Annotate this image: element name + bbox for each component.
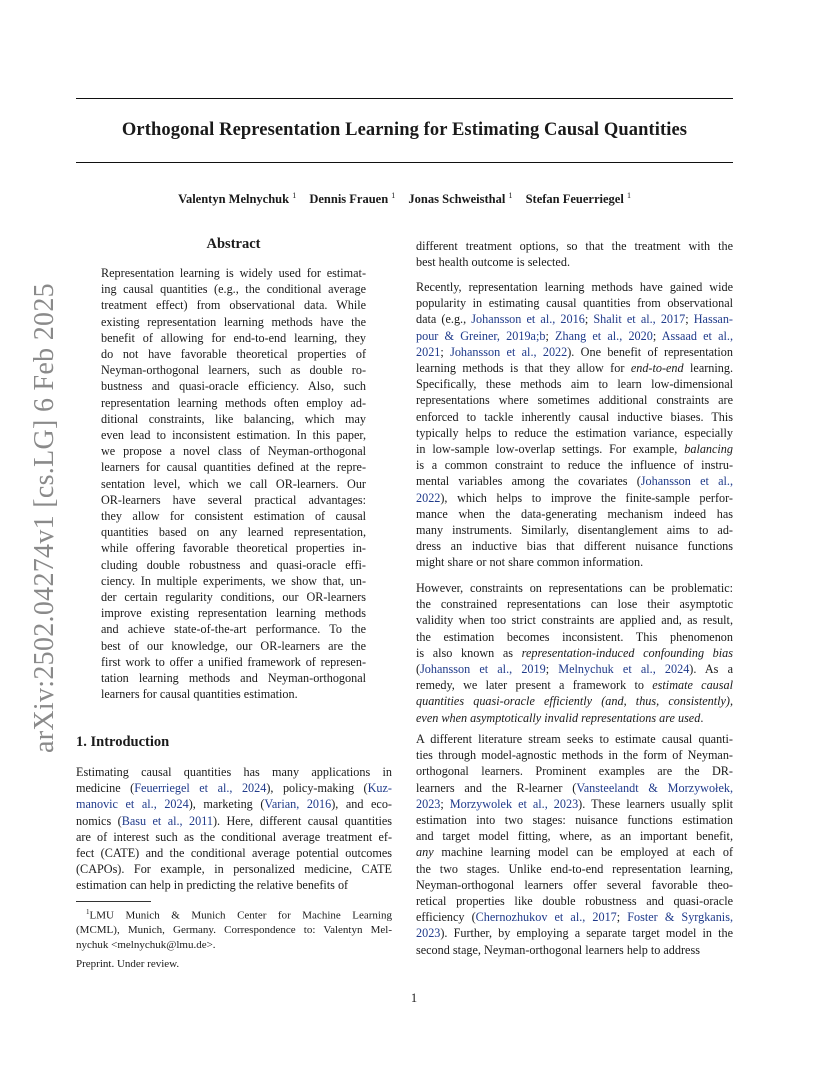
emphasis-text: estimate causal <box>652 678 733 693</box>
citation-link[interactable]: Johansson et al., 2016 <box>471 312 585 327</box>
text-run: ), and eco- <box>331 797 392 812</box>
text-run: might share or not share common information. <box>416 555 644 570</box>
author-1: Valentyn Melnychuk $^1$ <box>178 191 297 207</box>
text-run: ties through model-agnostic methods in the form of Neyman- <box>416 748 733 763</box>
right-paragraph-3 <box>416 731 733 958</box>
text-line: Representation learning is widely used for estimat- <box>101 266 366 280</box>
text-run: remedy, we later present a framework to <box>416 678 653 693</box>
text-line: while offering favorable theoretical properties in- <box>101 541 366 556</box>
text-run: different treatment options, so that the treatment with the <box>416 239 733 253</box>
text-run: ; <box>440 796 450 811</box>
citation-link[interactable]: Zhang et al., 2020 <box>555 328 653 343</box>
text-line <box>416 693 733 709</box>
text-run: Recently, representation learning methods have gained wide <box>416 280 733 294</box>
citation-link[interactable]: Foster & Syrgkanis, <box>627 910 733 925</box>
text-line <box>416 909 733 925</box>
page-number: 1 <box>410 991 418 1005</box>
text-run: is also known as <box>416 645 522 660</box>
citation-link[interactable]: Johansson et al., <box>640 474 733 489</box>
text-run: ; <box>545 662 559 677</box>
footnote-line <box>76 905 392 923</box>
text-run: second stage, Neyman-orthogonal learners help to address <box>416 942 700 957</box>
text-line: ing causal quantities (e.g., the conditional average <box>101 282 366 297</box>
text-line <box>416 747 733 763</box>
citation-link[interactable]: Hassan- <box>693 312 733 327</box>
text-line: they allow for consistent estimation of causal <box>101 509 366 524</box>
emphasis-text: even when asymptotically invalid representations are used <box>416 710 701 725</box>
text-run: retical properties like double robustness and quasi-oracle <box>416 894 733 909</box>
text-run: ). As a <box>689 662 733 677</box>
text-run: in low-sample low-overlap settings. For example, <box>416 442 685 457</box>
text-line <box>416 376 733 392</box>
text-run: estimation into two stages: nuisance functions estimation <box>416 813 733 828</box>
text-line: cluding double robustness and quasi-oracle effi- <box>101 557 366 572</box>
right-paragraph-2 <box>416 580 733 726</box>
text-run: Estimating causal quantities has many applications in <box>76 765 392 779</box>
text-run: learning. <box>683 361 734 376</box>
text-line <box>416 538 733 554</box>
citation-link[interactable]: 2023 <box>416 796 441 811</box>
text-line <box>416 279 733 295</box>
text-line <box>76 877 392 893</box>
citation-link[interactable]: Chernozhukov et al., 2017 <box>475 910 617 925</box>
text-line: we propose a novel class of Neyman-orthogonal <box>101 444 366 459</box>
text-line <box>416 877 733 893</box>
text-line: OR-learners have several practical advantages: <box>101 492 366 507</box>
right-paragraph-1 <box>416 279 733 571</box>
text-line <box>416 596 733 612</box>
text-run: many instruments. Similarly, disentanglement aims to ad- <box>416 523 733 538</box>
text-run: ). One benefit of representation <box>567 344 733 359</box>
text-line <box>76 796 392 812</box>
footnote-line <box>76 938 392 953</box>
text-line <box>416 522 733 538</box>
text-run: the constrained representations can lose their asymptotic <box>416 597 733 612</box>
emphasis-text: balancing <box>684 442 733 457</box>
text-line: do not have favorable theoretical properties of <box>101 347 366 362</box>
text-run: data (e.g., <box>416 312 472 327</box>
text-line: sentation level, which we call OR-learners. Our <box>101 476 366 491</box>
footnote-text: (MCML), Munich, Germany. Correspondence to: Valentyn Mel- <box>76 924 392 937</box>
text-run: learners and the R-learner ( <box>416 780 577 795</box>
text-run: ), which helps to improve the finite-sample perfor- <box>440 490 733 505</box>
text-line: bustness and quasi-oracle efficiency. Also, such <box>101 379 366 394</box>
text-line <box>416 554 733 570</box>
text-run: orthogonal learners. Prominent examples are the DR- <box>416 764 733 779</box>
author-3: Jonas Schweisthal $^1$ <box>408 191 513 207</box>
text-line: quantities based on any learned representation, <box>101 525 366 540</box>
text-line <box>416 861 733 877</box>
text-run: representations where sometimes additional constraints are <box>416 393 733 408</box>
text-run: A different literature stream seeks to estimate causal quanti- <box>416 732 733 746</box>
text-line <box>416 295 733 311</box>
citation-link[interactable]: Melnychuk et al., 2024 <box>558 662 690 677</box>
author-list <box>76 191 733 207</box>
text-line <box>416 490 733 506</box>
text-line <box>76 813 392 829</box>
footnote-text: LMU Munich & Munich Center for Machine Learning <box>89 909 392 922</box>
text-line: der certain regularity conditions, our OR-learners <box>101 590 366 605</box>
text-line: benefit of allowing for end-to-end learning, they <box>101 330 366 345</box>
text-run: ; <box>685 312 694 327</box>
text-run: However, constraints on representations can be problematic: <box>416 581 733 595</box>
text-line: best of our knowledge, our OR-learners are the <box>101 638 366 653</box>
text-run: Specifically, these methods aim to learn low-dimensional <box>416 377 733 392</box>
text-line: improve existing representation learning methods <box>101 606 366 621</box>
text-run: popularity in estimating causal quantities from observational <box>416 296 733 311</box>
text-run: best health outcome is selected. <box>416 255 570 270</box>
text-run: fect (CATE) and the conditional average potential outcomes <box>76 846 392 861</box>
text-line <box>416 409 733 425</box>
text-line: representation learning methods often employ ad- <box>101 395 366 410</box>
emphasis-text: end-to-end <box>630 361 684 376</box>
footnote-line <box>76 923 392 938</box>
section-heading-introduction: 1. Introduction <box>76 734 170 750</box>
text-run: the two stages. Unlike end-to-end representation learning, <box>416 861 733 876</box>
paper-title: Orthogonal Representation Learning for Estimating Causal Quantities <box>121 120 688 140</box>
text-line <box>416 780 733 796</box>
text-line <box>416 328 733 344</box>
text-run: is a common constraint to reduce the influence of instru- <box>416 458 733 473</box>
text-run: efficiency ( <box>416 910 476 925</box>
text-line <box>416 731 733 747</box>
text-run: ( <box>416 662 421 677</box>
text-line <box>416 457 733 473</box>
citation-link[interactable]: Assaad et al., <box>661 328 734 343</box>
text-run: typically helps to reduce the estimation variance, especially <box>416 425 733 440</box>
text-line <box>416 238 733 254</box>
text-line <box>416 763 733 779</box>
text-line <box>76 829 392 845</box>
text-run: the estimation becomes inconsistent. This phenomenon <box>416 629 733 644</box>
text-line <box>416 425 733 441</box>
text-line <box>416 812 733 828</box>
text-run: estimation can help in predicting the relative benefits of <box>76 878 349 893</box>
citation-link[interactable]: Shalit et al., 2017 <box>593 312 686 327</box>
text-line: learners for causal quantities estimation. <box>101 687 298 702</box>
text-line <box>416 311 733 327</box>
abstract-body <box>101 265 366 702</box>
abstract-heading: Abstract <box>206 236 261 252</box>
text-run: and target model fitting, where, as an important benefit, <box>416 829 733 844</box>
text-run: dress an inductive bias that different nuisance functions <box>416 539 733 554</box>
text-run: ). Here, different causal quantities <box>212 813 393 828</box>
text-line <box>416 360 733 376</box>
text-line: first work to offer a unified framework of represen- <box>101 654 366 669</box>
text-line: ciency. In multiple experiments, we show that, un- <box>101 573 366 588</box>
text-line <box>76 861 392 877</box>
text-line <box>416 441 733 457</box>
citation-link[interactable]: Feuerriegel et al., 2024 <box>134 781 267 796</box>
text-line <box>416 828 733 844</box>
text-run: mental variables among the covariates ( <box>416 474 641 489</box>
text-run: . <box>700 710 704 725</box>
text-run: mance when the data-generating mechanism indeed has <box>416 506 733 521</box>
citation-link[interactable]: Varian, 2016 <box>264 797 332 812</box>
citation-link[interactable]: 2023 <box>416 926 441 941</box>
text-line <box>416 344 733 360</box>
text-line: even lead to inconsistent estimation. In this paper, <box>101 428 366 443</box>
text-line <box>416 254 733 270</box>
citation-link[interactable]: 2021 <box>416 344 441 359</box>
footnote <box>76 905 392 952</box>
title-bottom-rule <box>76 162 733 163</box>
text-run: machine learning model can be employed at each of <box>433 845 733 860</box>
text-line: treatment effect) from observational data. While <box>101 298 366 313</box>
text-run: ; <box>440 344 451 359</box>
text-line <box>416 473 733 489</box>
text-run: learning methods is that they allow for <box>416 361 631 376</box>
footnote-mark: 1 <box>86 908 90 916</box>
text-line <box>416 645 733 661</box>
text-run: nomics ( <box>76 813 122 828</box>
emphasis-text: representation-induced confounding bias <box>521 645 733 660</box>
text-run: validity when too strict constraints are applied and, as result, <box>416 613 733 628</box>
text-run: (CAPOs). For example, in personalized medicine, CATE <box>76 862 392 877</box>
text-line <box>416 925 733 941</box>
emphasis-text: any <box>416 845 434 860</box>
citation-link[interactable]: Basu et al., 2011 <box>121 813 213 828</box>
text-run: ; <box>616 910 628 925</box>
text-run: ), marketing ( <box>188 797 265 812</box>
arxiv-identifier: arXiv:2502.04274v1 [cs.LG] 6 Feb 2025 <box>29 283 60 753</box>
text-line: Neyman-orthogonal learners, such as double ro- <box>101 363 366 378</box>
text-line <box>416 796 733 812</box>
text-line <box>416 580 733 596</box>
text-line <box>416 677 733 693</box>
text-run: ; <box>652 328 662 343</box>
citation-link[interactable]: Johansson et al., 2022 <box>450 344 568 359</box>
text-line <box>76 845 392 861</box>
citation-link[interactable]: Kuz- <box>367 781 392 796</box>
author-2: Dennis Frauen $^1$ <box>309 191 396 207</box>
author-4: Stefan Feuerriegel $^1$ <box>525 191 631 207</box>
emphasis-text: quantities quasi-oracle efficiently (and, thus, consistently), <box>416 694 733 709</box>
text-line <box>416 893 733 909</box>
text-run: ; <box>545 328 556 343</box>
text-line <box>416 612 733 628</box>
text-line <box>416 942 733 958</box>
text-line: learners for causal quantities defined at the repre- <box>101 460 366 475</box>
top-rule <box>76 98 733 99</box>
intro-paragraph-1 <box>76 764 392 894</box>
citation-link[interactable]: Morzywolek et al., 2023 <box>449 796 579 811</box>
footnote-text: nychuk <melnychuk@lmu.de>. <box>76 938 216 951</box>
footnote-rule <box>76 901 151 902</box>
text-run: ). Further, by employing a separate target model in the <box>440 926 733 941</box>
citation-link[interactable]: manovic et al., 2024 <box>76 797 189 812</box>
text-line: existing representation learning methods have the <box>101 314 366 329</box>
text-line: tation learning methods and Neyman-orthogonal <box>101 671 366 686</box>
text-line <box>416 710 733 726</box>
text-line <box>416 629 733 645</box>
citation-link[interactable]: Vansteelandt & Morzywołek, <box>576 780 733 795</box>
citation-link[interactable]: 2022 <box>416 490 441 505</box>
text-line <box>76 764 392 780</box>
right-paragraph-0 <box>416 238 733 270</box>
citation-link[interactable]: pour & Greiner, 2019a;b <box>416 328 546 343</box>
text-run: medicine ( <box>76 781 135 796</box>
text-line <box>416 661 733 677</box>
text-run: ), policy-making ( <box>266 781 368 796</box>
text-run: Neyman-orthogonal learners offer several favorable theo- <box>416 877 733 892</box>
preprint-note: Preprint. Under review. <box>76 958 180 970</box>
text-run: are of interest such as the conditional average treatment ef- <box>76 829 392 844</box>
text-line <box>416 392 733 408</box>
text-run: enforced to tackle inherently causal inductive biases. This <box>416 409 733 424</box>
text-line <box>416 506 733 522</box>
text-run: ). These learners usually split <box>578 796 733 811</box>
text-line <box>76 780 392 796</box>
text-line: and achieve state-of-the-art performance. To the <box>101 622 366 637</box>
text-run: ; <box>584 312 594 327</box>
citation-link[interactable]: Johansson et al., 2019 <box>420 662 546 677</box>
text-line: ditional constraints, like balancing, which may <box>101 411 366 426</box>
text-line <box>416 844 733 860</box>
